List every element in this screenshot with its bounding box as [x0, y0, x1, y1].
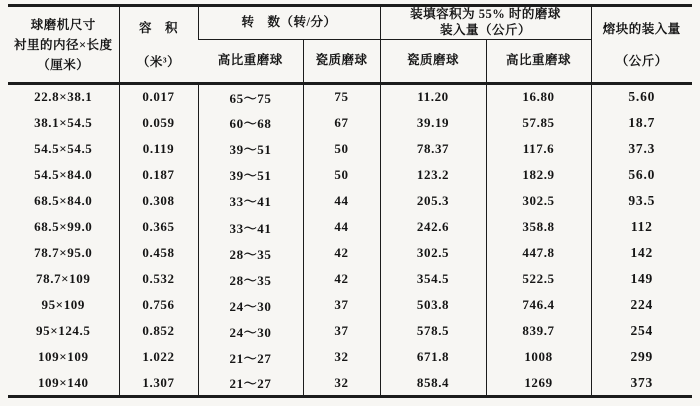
table-row: [8, 266, 692, 292]
cell-frit-charge: 56.0: [591, 162, 692, 188]
cell-volume: 0.532: [119, 266, 198, 292]
header-frit: [591, 6, 692, 84]
cell-charge-porcelain-ball: 858.4: [380, 371, 486, 397]
header-speed-group: 转 数（转/分）: [198, 6, 380, 40]
cell-volume: 0.365: [119, 214, 198, 240]
table-row: [8, 318, 692, 344]
cell-mill-size: 54.5×54.5: [34, 140, 93, 156]
header-charge-line1: 装填容积为 55% 时的磨球: [410, 7, 561, 22]
cell-volume: 1.022: [119, 344, 198, 370]
cell-charge-heavy-ball: 358.8: [486, 214, 591, 240]
cell-speed-porcelain-ball: 32: [303, 371, 380, 397]
cell-charge-heavy-ball: 1008: [486, 344, 591, 370]
header-frit-line2: （公斤）: [615, 53, 668, 68]
cell-speed-heavy-ball: 21～27: [198, 371, 303, 397]
header-volume: [119, 6, 198, 84]
cell-charge-heavy-ball: 839.7: [486, 318, 591, 344]
cell-volume: 0.458: [119, 240, 198, 266]
cell-charge-heavy-ball: 117.6: [486, 136, 591, 162]
table-row: [8, 371, 692, 397]
cell-charge-heavy-ball: 16.80: [486, 84, 591, 110]
cell-mill-size: 95×109: [41, 297, 85, 313]
cell-speed-heavy-ball: 33～41: [198, 188, 303, 214]
ball-mill-spec-table: [8, 4, 692, 398]
cell-speed-heavy-ball: 28～35: [198, 266, 303, 292]
cell-charge-heavy-ball: 57.85: [486, 110, 591, 136]
cell-volume: 0.059: [119, 110, 198, 136]
cell-mill-size: 78.7×95.0: [34, 245, 93, 261]
cell-speed-porcelain-ball: 32: [303, 344, 380, 370]
header-mill-size-line1: 球磨机尺寸: [30, 17, 96, 32]
cell-mill-size: 109×109: [37, 349, 89, 365]
cell-speed-porcelain-ball: 44: [303, 188, 380, 214]
cell-charge-porcelain-ball: 503.8: [380, 292, 486, 318]
header-row-groups: [8, 6, 692, 40]
cell-charge-heavy-ball: 302.5: [486, 188, 591, 214]
cell-mill-size: 109×140: [37, 374, 89, 390]
header-charge-line2: 装入量（公斤）: [440, 23, 532, 37]
cell-speed-porcelain-ball: 37: [303, 292, 380, 318]
table-row: [8, 292, 692, 318]
cell-charge-heavy-ball: 1269: [486, 371, 591, 397]
cell-frit-charge: 142: [591, 240, 692, 266]
header-volume-line2: （米³）: [136, 54, 181, 69]
cell-speed-heavy-ball: 60～68: [198, 110, 303, 136]
table-body: [8, 84, 692, 397]
header-frit-line1: 熔块的装入量: [602, 21, 681, 36]
cell-charge-heavy-ball: 182.9: [486, 162, 591, 188]
cell-volume: 0.119: [119, 136, 198, 162]
cell-volume: 0.017: [119, 84, 198, 110]
cell-mill-size: 78.7×109: [36, 271, 91, 287]
cell-charge-heavy-ball: 746.4: [486, 292, 591, 318]
header-volume-line1: 容 积: [138, 20, 178, 35]
cell-speed-porcelain-ball: 75: [303, 84, 380, 110]
header-charge-heavy-ball: 高比重磨球: [486, 40, 591, 84]
table-row: [8, 240, 692, 266]
cell-speed-porcelain-ball: 44: [303, 214, 380, 240]
cell-volume: 1.307: [119, 371, 198, 397]
table-header: [8, 6, 692, 84]
cell-speed-heavy-ball: 21～27: [198, 344, 303, 370]
cell-volume: 0.308: [119, 188, 198, 214]
cell-volume: 0.852: [119, 318, 198, 344]
cell-speed-heavy-ball: 33～41: [198, 214, 303, 240]
cell-speed-porcelain-ball: 37: [303, 318, 380, 344]
cell-speed-heavy-ball: 39～51: [198, 162, 303, 188]
cell-speed-porcelain-ball: 42: [303, 240, 380, 266]
cell-charge-porcelain-ball: 242.6: [380, 214, 486, 240]
cell-frit-charge: 373: [591, 371, 692, 397]
cell-frit-charge: 93.5: [591, 188, 692, 214]
cell-speed-heavy-ball: 65～75: [198, 84, 303, 110]
cell-speed-heavy-ball: 24～30: [198, 318, 303, 344]
cell-speed-porcelain-ball: 67: [303, 110, 380, 136]
table-row: [8, 214, 692, 240]
header-mill-size-line2: 衬里的内径×长度: [13, 37, 113, 52]
cell-charge-porcelain-ball: 39.19: [380, 110, 486, 136]
cell-volume: 0.756: [119, 292, 198, 318]
cell-charge-porcelain-ball: 302.5: [380, 240, 486, 266]
cell-frit-charge: 254: [591, 318, 692, 344]
cell-mill-size: 95×124.5: [36, 323, 91, 339]
cell-speed-heavy-ball: 24～30: [198, 292, 303, 318]
cell-speed-porcelain-ball: 42: [303, 266, 380, 292]
table-row: [8, 136, 692, 162]
cell-mill-size: 38.1×54.5: [34, 114, 93, 130]
cell-charge-porcelain-ball: 11.20: [380, 84, 486, 110]
cell-frit-charge: 112: [591, 214, 692, 240]
cell-frit-charge: 224: [591, 292, 692, 318]
cell-charge-heavy-ball: 522.5: [486, 266, 591, 292]
cell-charge-porcelain-ball: 354.5: [380, 266, 486, 292]
cell-volume: 0.187: [119, 162, 198, 188]
table-row: [8, 188, 692, 214]
cell-charge-porcelain-ball: 78.37: [380, 136, 486, 162]
header-mill-size-line3: （厘米）: [37, 57, 90, 72]
cell-frit-charge: 149: [591, 266, 692, 292]
cell-charge-heavy-ball: 447.8: [486, 240, 591, 266]
header-speed-porcelain-ball: 瓷质磨球: [303, 40, 380, 84]
cell-charge-porcelain-ball: 671.8: [380, 344, 486, 370]
cell-frit-charge: 37.3: [591, 136, 692, 162]
cell-mill-size: 68.5×99.0: [34, 219, 93, 235]
cell-charge-porcelain-ball: 578.5: [380, 318, 486, 344]
table-row: [8, 110, 692, 136]
cell-mill-size: 68.5×84.0: [34, 192, 93, 208]
cell-speed-heavy-ball: 39～51: [198, 136, 303, 162]
header-charge-group: [380, 6, 591, 40]
cell-mill-size: 22.8×38.1: [34, 89, 93, 105]
cell-mill-size: 54.5×84.0: [34, 166, 93, 182]
cell-speed-porcelain-ball: 50: [303, 162, 380, 188]
header-speed-heavy-ball: 高比重磨球: [217, 53, 283, 68]
cell-charge-porcelain-ball: 205.3: [380, 188, 486, 214]
table-row: [8, 344, 692, 370]
cell-speed-porcelain-ball: 50: [303, 136, 380, 162]
table-row: [8, 162, 692, 188]
header-mill-size: [8, 6, 119, 84]
cell-charge-porcelain-ball: 123.2: [380, 162, 486, 188]
cell-frit-charge: 18.7: [591, 110, 692, 136]
cell-frit-charge: 299: [591, 344, 692, 370]
cell-frit-charge: 5.60: [591, 84, 692, 110]
header-charge-porcelain-ball: 瓷质磨球: [380, 40, 486, 84]
table-row: [8, 84, 692, 110]
cell-speed-heavy-ball: 28～35: [198, 240, 303, 266]
